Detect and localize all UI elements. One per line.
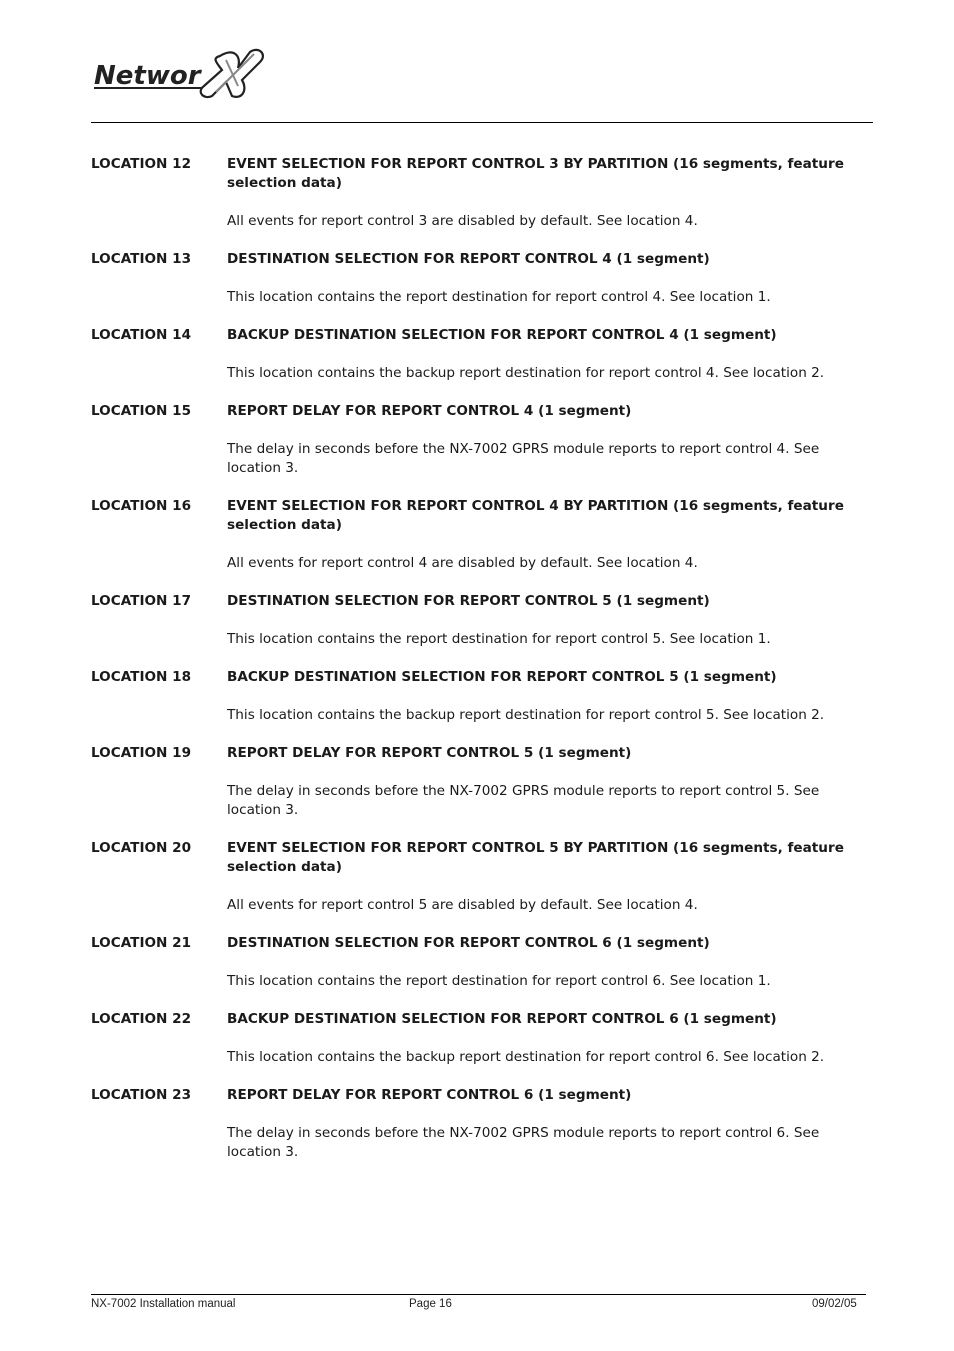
location-description: All events for report control 4 are disabled by default. See location 4. <box>227 555 698 571</box>
location-description: This location contains the backup report destination for report control 6. See location 2. <box>227 1049 825 1065</box>
location-title: EVENT SELECTION FOR REPORT CONTROL 3 BY PARTITION (16 segments, feature selection data) <box>227 156 844 191</box>
location-description: All events for report control 3 are disabled by default. See location 4. <box>227 213 698 229</box>
location-number: LOCATION 13 <box>91 251 192 267</box>
location-description: This location contains the report destination for report control 5. See location 1. <box>227 631 771 647</box>
location-number: LOCATION 19 <box>91 745 192 761</box>
location-number: LOCATION 14 <box>91 327 192 343</box>
location-number: LOCATION 15 <box>91 403 192 419</box>
location-title: BACKUP DESTINATION SELECTION FOR REPORT CONTROL 6 (1 segment) <box>227 1011 777 1027</box>
location-title: EVENT SELECTION FOR REPORT CONTROL 5 BY PARTITION (16 segments, feature selection data) <box>227 840 844 875</box>
location-entry <box>91 934 866 991</box>
location-title: BACKUP DESTINATION SELECTION FOR REPORT CONTROL 5 (1 segment) <box>227 669 777 685</box>
location-title: EVENT SELECTION FOR REPORT CONTROL 4 BY PARTITION (16 segments, feature selection data) <box>227 498 844 533</box>
location-title: DESTINATION SELECTION FOR REPORT CONTROL 5 (1 segment) <box>227 593 710 609</box>
footer-manual-title: NX-7002 Installation manual <box>91 1298 236 1310</box>
location-number: LOCATION 18 <box>91 669 192 685</box>
location-description: This location contains the report destination for report control 6. See location 1. <box>227 973 771 989</box>
footer-page-number: Page 16 <box>409 1298 452 1310</box>
header-divider <box>91 122 873 123</box>
location-list <box>91 155 866 1181</box>
location-description: This location contains the backup report destination for report control 4. See location 2. <box>227 365 825 381</box>
footer-date: 09/02/05 <box>812 1298 857 1310</box>
location-description: The delay in seconds before the NX-7002 GPRS module reports to report control 4. See location 3. <box>227 441 820 476</box>
location-title: REPORT DELAY FOR REPORT CONTROL 6 (1 segment) <box>227 1087 632 1103</box>
location-entry <box>91 497 866 573</box>
location-number: LOCATION 21 <box>91 935 192 951</box>
footer-divider <box>91 1294 866 1295</box>
location-entry <box>91 326 866 383</box>
location-entry <box>91 250 866 307</box>
location-entry <box>91 592 866 649</box>
location-number: LOCATION 23 <box>91 1087 192 1103</box>
location-entry <box>91 744 866 820</box>
location-number: LOCATION 20 <box>91 840 192 856</box>
location-number: LOCATION 22 <box>91 1011 192 1027</box>
location-description: The delay in seconds before the NX-7002 GPRS module reports to report control 5. See location 3. <box>227 783 820 818</box>
location-description: All events for report control 5 are disabled by default. See location 4. <box>227 897 698 913</box>
location-entry <box>91 1086 866 1162</box>
location-entry <box>91 668 866 725</box>
location-title: DESTINATION SELECTION FOR REPORT CONTROL 4 (1 segment) <box>227 251 710 267</box>
location-title: REPORT DELAY FOR REPORT CONTROL 5 (1 segment) <box>227 745 632 761</box>
location-description: This location contains the report destination for report control 4. See location 1. <box>227 289 771 305</box>
location-number: LOCATION 17 <box>91 593 192 609</box>
logo-wordmark: Networ <box>94 61 201 91</box>
location-title: REPORT DELAY FOR REPORT CONTROL 4 (1 segment) <box>227 403 632 419</box>
location-entry <box>91 402 866 478</box>
location-number: LOCATION 16 <box>91 498 192 514</box>
location-entry <box>91 1010 866 1067</box>
networx-logo <box>92 46 268 100</box>
location-title: DESTINATION SELECTION FOR REPORT CONTROL 6 (1 segment) <box>227 935 710 951</box>
location-entry <box>91 839 866 915</box>
location-entry <box>91 155 866 231</box>
location-title: BACKUP DESTINATION SELECTION FOR REPORT CONTROL 4 (1 segment) <box>227 327 777 343</box>
location-description: This location contains the backup report destination for report control 5. See location 2. <box>227 707 825 723</box>
location-number: LOCATION 12 <box>91 156 192 172</box>
location-description: The delay in seconds before the NX-7002 GPRS module reports to report control 6. See location 3. <box>227 1125 820 1160</box>
